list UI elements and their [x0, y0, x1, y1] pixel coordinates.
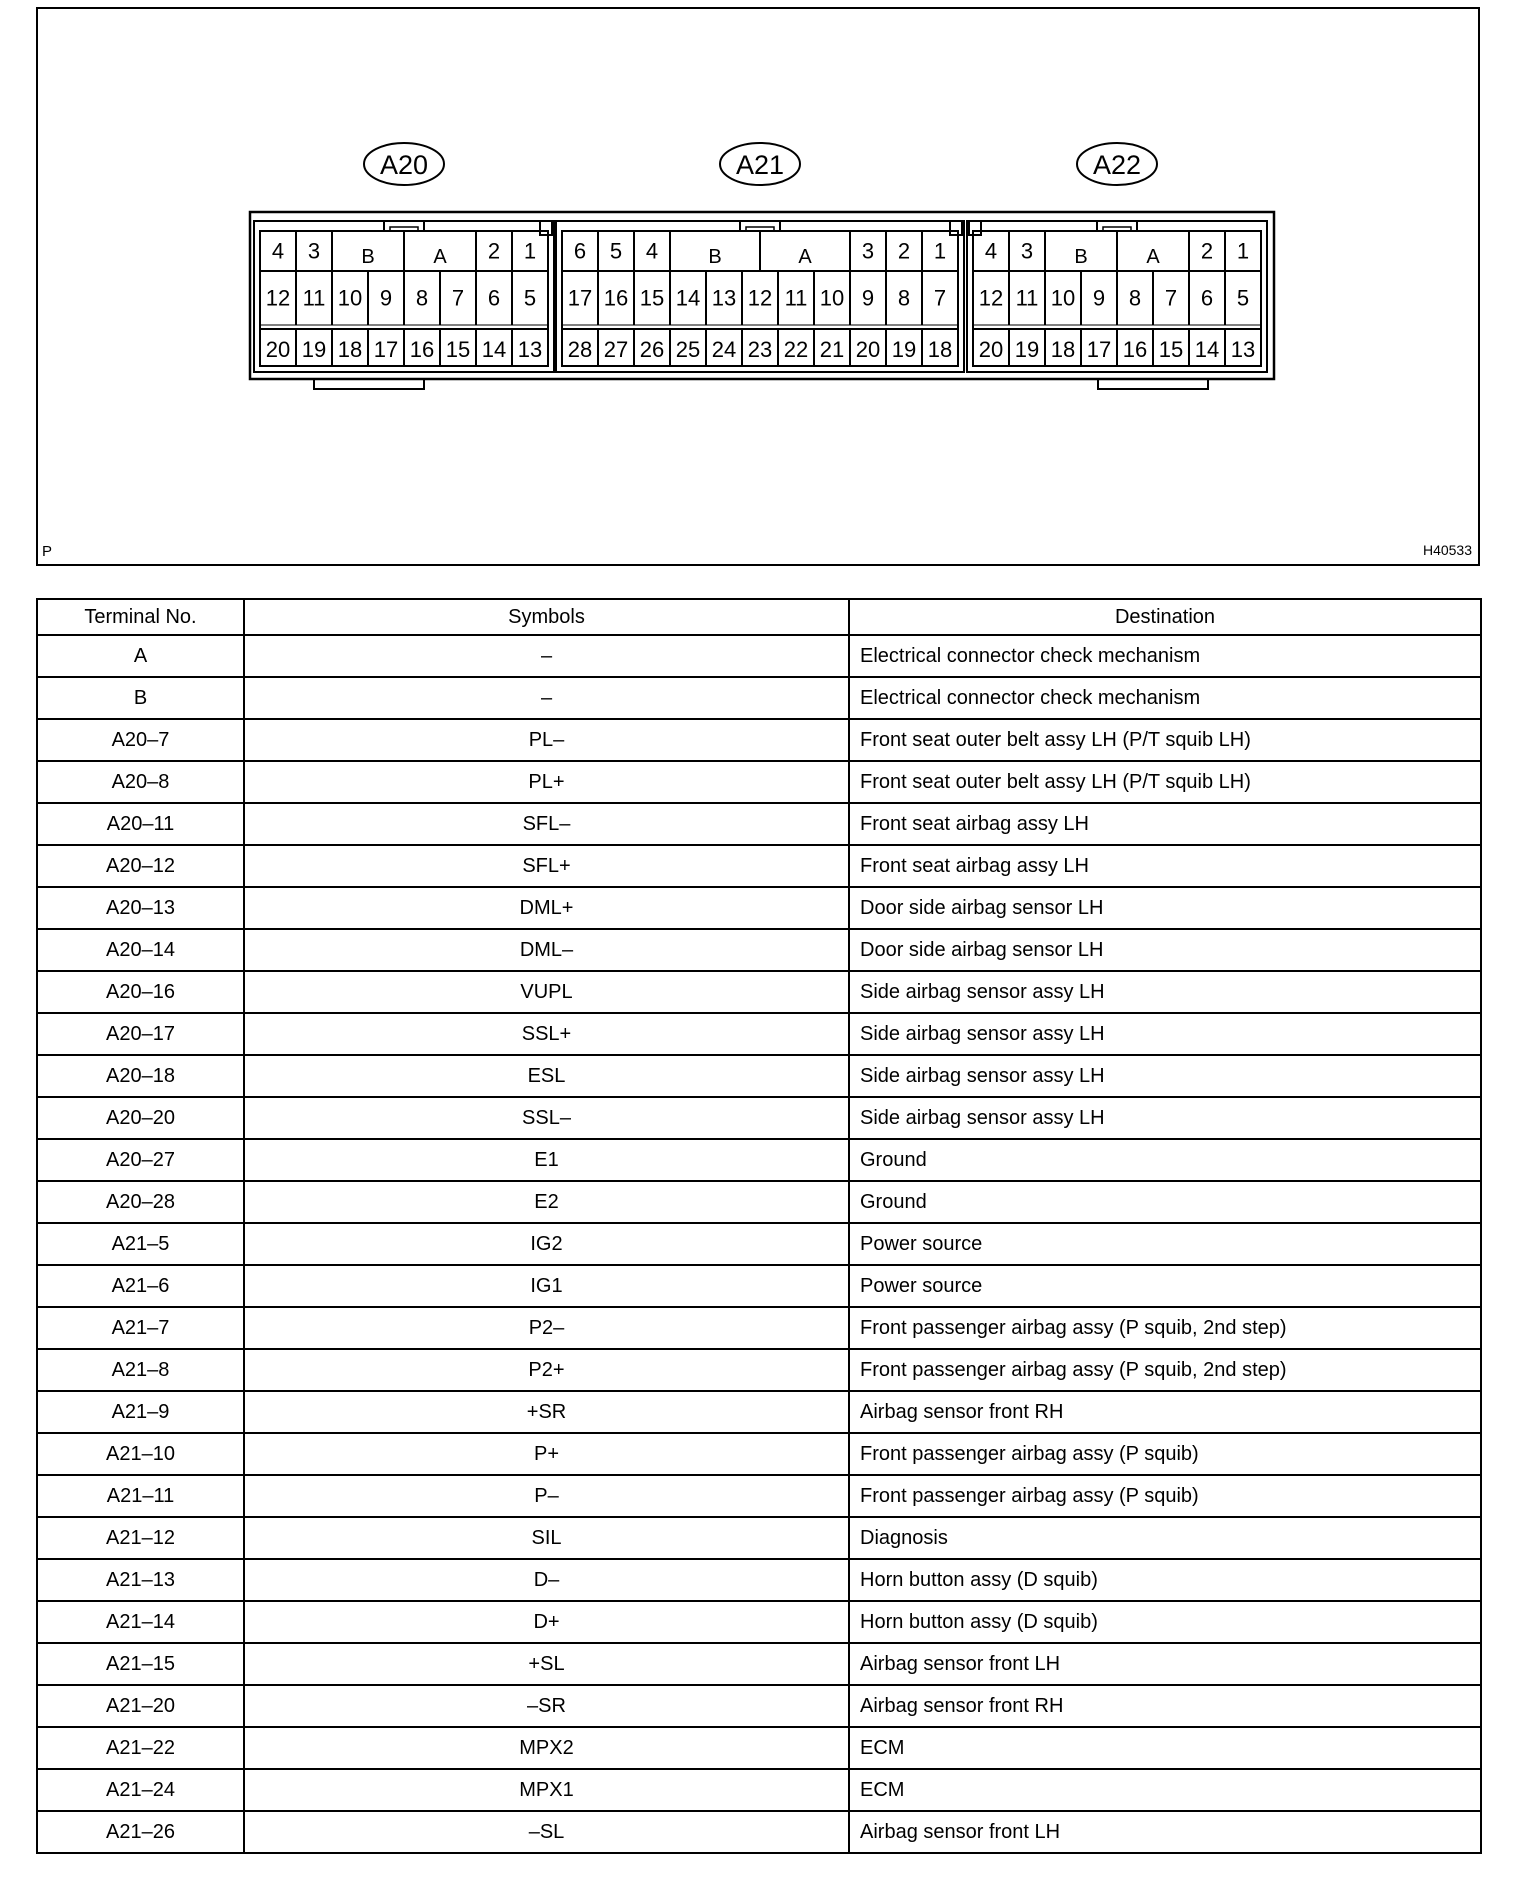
table-row [37, 761, 1481, 803]
terminal-cell: A21–7 [37, 1307, 244, 1349]
pin-label: 11 [784, 285, 808, 311]
terminal-cell: A20–7 [37, 719, 244, 761]
destination-cell: Ground [849, 1139, 1481, 1181]
terminal-cell: A21–6 [37, 1265, 244, 1307]
terminal-cell: A21–15 [37, 1643, 244, 1685]
pin-label: 19 [891, 337, 917, 362]
lock-pin-b: B [708, 246, 722, 268]
destination-cell: Side airbag sensor assy LH [849, 971, 1481, 1013]
pin-label: 15 [445, 337, 471, 362]
connector-label: A20 [379, 150, 429, 180]
pin-label: 13 [517, 337, 543, 362]
destination-cell: Electrical connector check mechanism [849, 677, 1481, 719]
table-row [37, 1559, 1481, 1601]
table-header-row [37, 599, 1481, 635]
terminal-cell: A21–5 [37, 1223, 244, 1265]
pin-label: 7 [451, 285, 465, 311]
symbol-cell: DML– [244, 929, 849, 971]
terminal-cell: A21–26 [37, 1811, 244, 1853]
destination-cell: Ground [849, 1181, 1481, 1223]
destination-cell: Airbag sensor front RH [849, 1391, 1481, 1433]
table-row [37, 1811, 1481, 1853]
pin-label: 3 [861, 238, 875, 264]
pin-label: 12 [978, 285, 1004, 311]
symbol-cell: –SL [244, 1811, 849, 1853]
pin-label: 18 [1050, 337, 1076, 362]
pin-label: 23 [747, 337, 773, 362]
pin-label: 14 [481, 337, 507, 362]
table-row [37, 1139, 1481, 1181]
lock-pin-b: B [361, 246, 375, 268]
symbol-cell: P+ [244, 1433, 849, 1475]
pin-label: 11 [1015, 285, 1039, 311]
table-row [37, 719, 1481, 761]
pin-label: 9 [861, 285, 875, 311]
pin-label: 18 [337, 337, 363, 362]
lock-pin-a: A [798, 246, 812, 268]
terminal-cell: A20–28 [37, 1181, 244, 1223]
table-row [37, 803, 1481, 845]
table-row [37, 929, 1481, 971]
header-terminal-no: Terminal No. [37, 599, 244, 635]
terminal-table [36, 598, 1482, 1854]
symbol-cell: E1 [244, 1139, 849, 1181]
connector-label: A21 [735, 150, 785, 180]
table-row [37, 971, 1481, 1013]
connector-latch [540, 221, 552, 235]
terminal-cell: A20–27 [37, 1139, 244, 1181]
pin-label: 4 [984, 238, 998, 264]
terminal-cell: A21–24 [37, 1769, 244, 1811]
terminal-cell: A21–9 [37, 1391, 244, 1433]
table-body [37, 635, 1481, 1853]
terminal-cell: A20–17 [37, 1013, 244, 1055]
pin-label: 21 [819, 337, 845, 362]
pin-label: 4 [271, 238, 285, 264]
pin-label: 3 [1020, 238, 1034, 264]
header-symbols: Symbols [244, 599, 849, 635]
symbol-cell: SFL– [244, 803, 849, 845]
destination-cell: Front seat airbag assy LH [849, 845, 1481, 887]
pin-label: 4 [645, 238, 659, 264]
table-row [37, 1601, 1481, 1643]
pin-label: 12 [265, 285, 291, 311]
destination-cell: Side airbag sensor assy LH [849, 1055, 1481, 1097]
table-row [37, 1055, 1481, 1097]
pin-label: 14 [675, 285, 701, 311]
symbol-cell: –SR [244, 1685, 849, 1727]
terminal-cell: A20–12 [37, 845, 244, 887]
pin-label: 25 [675, 337, 701, 362]
terminal-cell: A20–8 [37, 761, 244, 803]
destination-cell: Horn button assy (D squib) [849, 1559, 1481, 1601]
destination-cell: Airbag sensor front RH [849, 1685, 1481, 1727]
destination-cell: Power source [849, 1223, 1481, 1265]
destination-cell: Power source [849, 1265, 1481, 1307]
terminal-cell: A21–12 [37, 1517, 244, 1559]
pin-label: 2 [487, 238, 501, 264]
pin-label: 13 [1230, 337, 1256, 362]
table-row [37, 1475, 1481, 1517]
terminal-cell: A20–13 [37, 887, 244, 929]
pin-label: 24 [711, 337, 737, 362]
pin-label: 7 [933, 285, 947, 311]
terminal-cell: A20–14 [37, 929, 244, 971]
connector-drawing [38, 9, 1478, 564]
pin-label: 9 [1092, 285, 1106, 311]
symbol-cell: MPX1 [244, 1769, 849, 1811]
symbol-cell: ESL [244, 1055, 849, 1097]
symbol-cell: VUPL [244, 971, 849, 1013]
terminal-cell: A21–13 [37, 1559, 244, 1601]
destination-cell: Door side airbag sensor LH [849, 887, 1481, 929]
pin-label: 20 [265, 337, 291, 362]
pin-label: 28 [567, 337, 593, 362]
table-row [37, 1181, 1481, 1223]
destination-cell: Airbag sensor front LH [849, 1811, 1481, 1853]
terminal-cell: A21–14 [37, 1601, 244, 1643]
pin-label: 5 [609, 238, 623, 264]
corner-label-left: P [42, 543, 53, 560]
symbol-cell: P2+ [244, 1349, 849, 1391]
symbol-cell: IG2 [244, 1223, 849, 1265]
symbol-cell: P– [244, 1475, 849, 1517]
symbol-cell: D+ [244, 1601, 849, 1643]
terminal-cell: B [37, 677, 244, 719]
symbol-cell: P2– [244, 1307, 849, 1349]
table-row [37, 1727, 1481, 1769]
terminal-cell: A20–11 [37, 803, 244, 845]
connector-diagram [36, 7, 1480, 566]
destination-cell: Front passenger airbag assy (P squib, 2nd step) [849, 1307, 1481, 1349]
symbol-cell: PL– [244, 719, 849, 761]
destination-cell: Front seat outer belt assy LH (P/T squib LH) [849, 719, 1481, 761]
pin-label: 8 [897, 285, 911, 311]
table-row [37, 1013, 1481, 1055]
table-row [37, 635, 1481, 677]
pin-label: 2 [897, 238, 911, 264]
pin-label: 17 [567, 285, 593, 311]
pin-label: 27 [603, 337, 629, 362]
pin-label: 20 [855, 337, 881, 362]
table-row [37, 1265, 1481, 1307]
bottom-tab [1098, 379, 1208, 389]
pin-label: 1 [523, 238, 537, 264]
lock-pin-a: A [433, 246, 447, 268]
pin-label: 12 [747, 285, 773, 311]
pin-label: 20 [978, 337, 1004, 362]
pin-label: 11 [302, 285, 326, 311]
terminal-cell: A21–10 [37, 1433, 244, 1475]
pin-label: 16 [603, 285, 629, 311]
terminal-cell: A21–8 [37, 1349, 244, 1391]
symbol-cell: MPX2 [244, 1727, 849, 1769]
pin-label: 18 [927, 337, 953, 362]
destination-cell: Door side airbag sensor LH [849, 929, 1481, 971]
table-row [37, 1391, 1481, 1433]
destination-cell: Airbag sensor front LH [849, 1643, 1481, 1685]
pin-label: 2 [1200, 238, 1214, 264]
terminal-cell: A [37, 635, 244, 677]
table-row [37, 1517, 1481, 1559]
pin-label: 16 [1122, 337, 1148, 362]
table-row [37, 677, 1481, 719]
symbol-cell: PL+ [244, 761, 849, 803]
destination-cell: Front passenger airbag assy (P squib) [849, 1433, 1481, 1475]
figure-code: H40533 [1422, 542, 1472, 558]
destination-cell: Front passenger airbag assy (P squib) [849, 1475, 1481, 1517]
symbol-cell: – [244, 635, 849, 677]
pin-label: 16 [409, 337, 435, 362]
pin-label: 8 [415, 285, 429, 311]
symbol-cell: E2 [244, 1181, 849, 1223]
symbol-cell: DML+ [244, 887, 849, 929]
pin-label: 26 [639, 337, 665, 362]
connector-latch [950, 221, 962, 235]
pin-label: 8 [1128, 285, 1142, 311]
pin-label: 19 [1014, 337, 1040, 362]
destination-cell: Side airbag sensor assy LH [849, 1013, 1481, 1055]
bottom-tab [314, 379, 424, 389]
destination-cell: Electrical connector check mechanism [849, 635, 1481, 677]
symbol-cell: D– [244, 1559, 849, 1601]
connector-label: A22 [1092, 150, 1142, 180]
pin-label: 7 [1164, 285, 1178, 311]
destination-cell: Horn button assy (D squib) [849, 1601, 1481, 1643]
pin-label: 5 [523, 285, 537, 311]
pin-label: 6 [1200, 285, 1214, 311]
destination-cell: Front seat outer belt assy LH (P/T squib LH) [849, 761, 1481, 803]
terminal-cell: A21–20 [37, 1685, 244, 1727]
terminal-cell: A21–11 [37, 1475, 244, 1517]
pin-label: 13 [711, 285, 737, 311]
table-row [37, 1223, 1481, 1265]
terminal-cell: A20–16 [37, 971, 244, 1013]
table-row [37, 1433, 1481, 1475]
header-destination: Destination [849, 599, 1481, 635]
table-row [37, 887, 1481, 929]
symbol-cell: – [244, 677, 849, 719]
pin-label: 1 [933, 238, 947, 264]
pin-label: 1 [1236, 238, 1250, 264]
table-row [37, 1685, 1481, 1727]
symbol-cell: SSL– [244, 1097, 849, 1139]
terminal-cell: A20–20 [37, 1097, 244, 1139]
table-row [37, 1643, 1481, 1685]
table-row [37, 1307, 1481, 1349]
destination-cell: Diagnosis [849, 1517, 1481, 1559]
table-row [37, 845, 1481, 887]
pin-label: 15 [1158, 337, 1184, 362]
table-row [37, 1349, 1481, 1391]
terminal-cell: A20–18 [37, 1055, 244, 1097]
pin-label: 14 [1194, 337, 1220, 362]
symbol-cell: SFL+ [244, 845, 849, 887]
pin-label: 6 [573, 238, 587, 264]
symbol-cell: +SL [244, 1643, 849, 1685]
lock-pin-b: B [1074, 246, 1088, 268]
table-row [37, 1097, 1481, 1139]
pin-label: 15 [639, 285, 665, 311]
terminal-cell: A21–22 [37, 1727, 244, 1769]
pin-label: 3 [307, 238, 321, 264]
table-row [37, 1769, 1481, 1811]
pin-label: 10 [1050, 285, 1076, 311]
destination-cell: Front seat airbag assy LH [849, 803, 1481, 845]
symbol-cell: IG1 [244, 1265, 849, 1307]
pin-label: 6 [487, 285, 501, 311]
pin-label: 9 [379, 285, 393, 311]
pin-label: 10 [337, 285, 363, 311]
symbol-cell: +SR [244, 1391, 849, 1433]
destination-cell: Front passenger airbag assy (P squib, 2nd step) [849, 1349, 1481, 1391]
destination-cell: ECM [849, 1727, 1481, 1769]
pin-label: 17 [373, 337, 399, 362]
destination-cell: Side airbag sensor assy LH [849, 1097, 1481, 1139]
lock-pin-a: A [1146, 246, 1160, 268]
pin-label: 22 [783, 337, 809, 362]
symbol-cell: SSL+ [244, 1013, 849, 1055]
pin-label: 10 [819, 285, 845, 311]
destination-cell: ECM [849, 1769, 1481, 1811]
pin-label: 5 [1236, 285, 1250, 311]
pin-label: 17 [1086, 337, 1112, 362]
symbol-cell: SIL [244, 1517, 849, 1559]
pin-label: 19 [301, 337, 327, 362]
connector-latch [969, 221, 981, 235]
